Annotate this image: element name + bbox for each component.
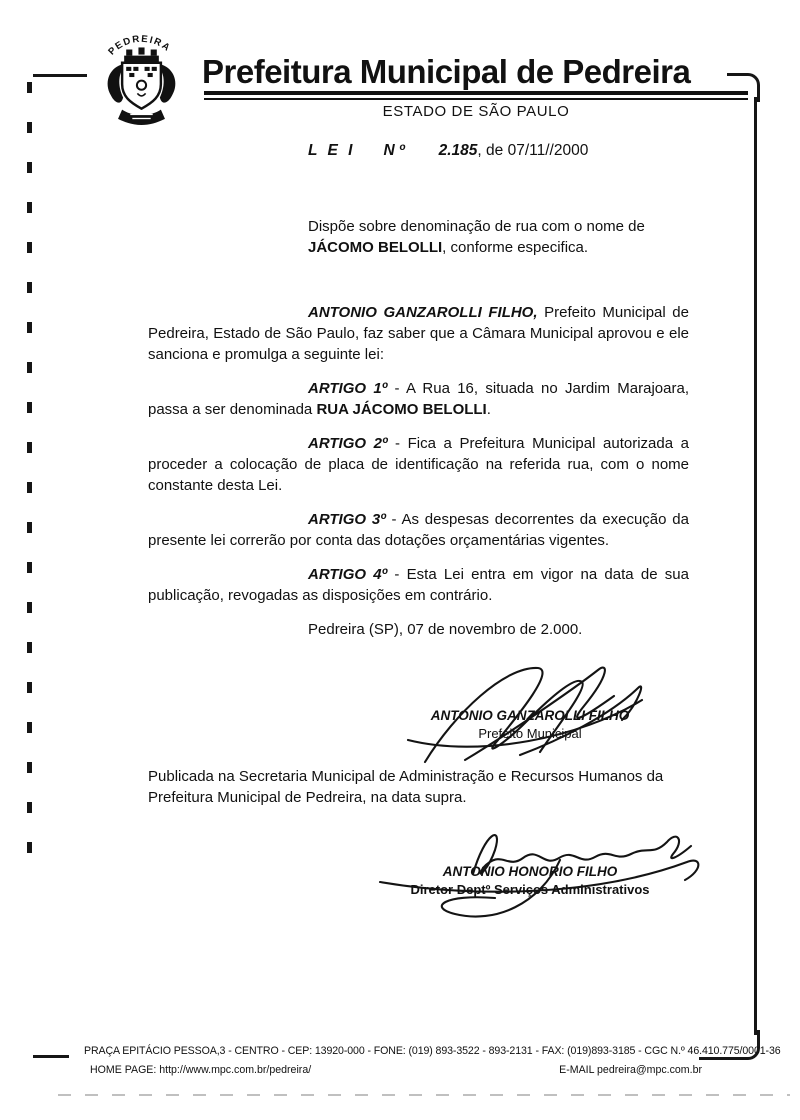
frame-right-border: [754, 97, 757, 1035]
article-2: [148, 433, 689, 496]
law-label: L E I: [308, 142, 356, 159]
law-summary: [308, 216, 700, 258]
law-number: 2.185: [438, 142, 478, 159]
director-handwritten-signature: [355, 812, 705, 932]
mayor-signature-title: Prefeito Municipal: [478, 726, 582, 741]
article-1-label: ARTIGO 1º: [308, 380, 388, 397]
director-signature-title: Diretor Deptº Serviços Administrativos: [410, 882, 650, 897]
footer-homepage: HOME PAGE: http://www.mpc.com.br/pedreira/: [90, 1064, 312, 1076]
honoree-name: JÁCOMO BELOLLI: [308, 239, 443, 256]
binding-marks: [27, 82, 32, 870]
article-4-label: ARTIGO 4º: [308, 566, 388, 583]
opening-paragraph: [148, 302, 689, 365]
article-2-text: - Fica a Prefeitura Municipal autorizada a proceder a colocação de placa de identificação na referida rua, com o nome constante desta Lei.: [148, 435, 689, 494]
footer-address: PRAÇA EPITÁCIO PESSOA,3 - CENTRO - CEP: 13920-000 - FONE: (019) 893-3522 - 893-2131 - FAX: (019)893-3185 - CGC N.º 46.410.775/0001-36: [84, 1045, 781, 1057]
title-rule-thin: [204, 98, 748, 100]
opening-text: Prefeito Municipal de Pedreira, Estado de São Paulo, faz saber que a Câmara Municipal aprovou e ele sanciona e promulga a seguinte lei:: [148, 304, 689, 363]
director-signature-block: [355, 812, 705, 932]
publication-note: Publicada na Secretaria Municipal de Administração e Recursos Humanos da Prefeitura Municipal de Pedreira, na data supra.: [148, 768, 664, 806]
footer-email: E-MAIL pedreira@mpc.com.br: [559, 1064, 702, 1076]
frame-bottom-left-dash: [33, 1055, 69, 1058]
law-body: [148, 302, 689, 653]
article-4-text: - Esta Lei entra em vigor na data de sua publicação, revogadas as disposições em contrário.: [148, 566, 689, 604]
mayor-name-lead: ANTONIO GANZAROLLI FILHO,: [308, 304, 538, 321]
summary-tail: , conforme especifica.: [442, 239, 589, 256]
law-date: , de 07/11//2000: [477, 142, 589, 159]
mayor-signature-block: [370, 658, 690, 773]
dateline: Pedreira (SP), 07 de novembro de 2.000.: [308, 621, 583, 638]
mayor-handwritten-signature: [370, 658, 690, 773]
article-3-text: - As despesas decorrentes da execução da presente lei correrão por conta das dotações orçamentárias vigentes.: [148, 511, 689, 549]
title-rule-thick: [204, 91, 748, 95]
article-4: [148, 564, 689, 606]
street-name: RUA JÁCOMO BELOLLI: [316, 401, 487, 418]
state-subtitle: ESTADO DE SÃO PAULO: [382, 103, 570, 120]
frame-top-left-dash: [33, 74, 87, 77]
scan-artifact-line: [58, 1094, 790, 1096]
article-1: [148, 378, 689, 420]
article-1-text: - A Rua 16, situada no Jardim Marajoara, passa a ser denominada: [148, 380, 689, 418]
page-title: Prefeitura Municipal de Pedreira: [202, 53, 691, 90]
number-label: N º: [383, 142, 405, 159]
footer-contacts: [90, 1064, 702, 1076]
article-2-label: ARTIGO 2º: [308, 435, 388, 452]
law-number-line: [308, 142, 588, 160]
mayor-signature-name: ANTONIO GANZAROLLI FILHO: [430, 708, 630, 723]
summary-text: Dispõe sobre denominação de rua com o nome de: [308, 218, 645, 235]
article-3: [148, 509, 689, 551]
svg-text:PEDREIRA: PEDREIRA: [106, 33, 173, 58]
municipal-crest-icon: [95, 24, 188, 126]
director-signature-name: ANTONIO HONORIO FILHO: [442, 864, 618, 879]
article-1-end: .: [486, 401, 491, 418]
article-3-label: ARTIGO 3º: [308, 511, 386, 528]
